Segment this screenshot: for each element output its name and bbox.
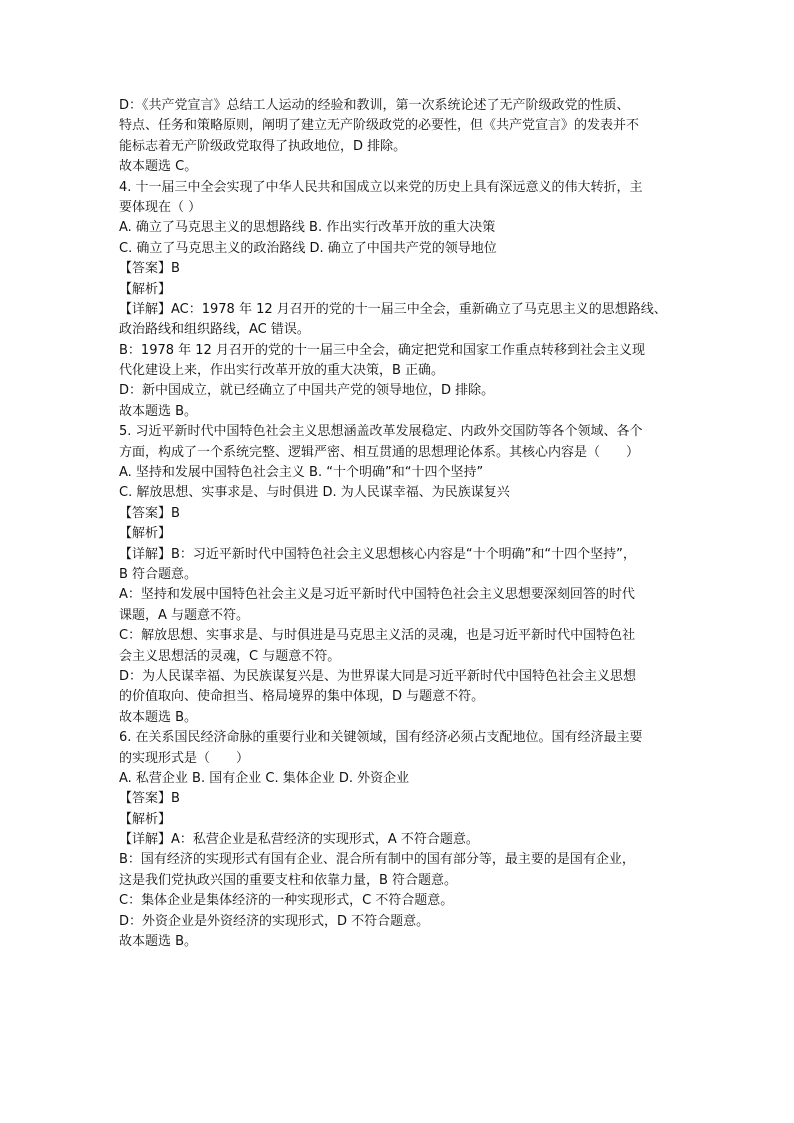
text-line: 课题，A 与题意不符。	[119, 607, 250, 623]
text-line: D：新中国成立，就已经确立了中国共产党的领导地位，D 排除。	[119, 383, 495, 399]
question-4-options: A. 确立了马克思主义的思想路线 B. 作出实行改革开放的重大决策	[119, 220, 496, 236]
text-line: 【详解】A：私营企业是私营经济的实现形式，A 不符合题意。	[119, 832, 479, 848]
text-line: 【详解】AC：1978 年 12 月召开的党的十一届三中全会，重新确立了马克思主义的思想路线、	[119, 301, 667, 317]
text-line: C：解放思想、实事求是、与时俱进是马克思主义活的灵魂，也是习近平新时代中国特色社	[119, 628, 636, 644]
question-4-stem: 4. 十一届三中全会实现了中华人民共和国成立以来党的历史上具有深远意义的伟大转折，主	[119, 179, 643, 195]
answer-label: 【答案】B	[119, 791, 180, 807]
analysis-label: 【解析】	[119, 811, 172, 827]
analysis-label: 【解析】	[119, 526, 172, 542]
text-line: C：集体企业是集体经济的一种实现形式，C 不符合题意。	[119, 893, 454, 909]
text-line: B：1978 年 12 月召开的党的十一届三中全会，确定把党和国家工作重点转移到社会主义现	[119, 342, 645, 358]
question-4-stem: 要体现在（ ）	[119, 199, 202, 215]
text-line: 能标志着无产阶级政党取得了执政地位，D 排除。	[119, 138, 407, 154]
question-5-options: A. 坚持和发展中国特色社会主义 B. “十个明确”和“十四个坚持”	[119, 465, 484, 481]
text-line: B：国有经济的实现形式有国有企业、混合所有制中的国有部分等，最主要的是国有企业，	[119, 852, 635, 868]
question-5-stem: 5. 习近平新时代中国特色社会主义思想涵盖改革发展稳定、内政外交国防等各个领域、各个	[119, 424, 643, 440]
text-line: D：外资企业是外资经济的实现形式，D 不符合题意。	[119, 913, 430, 929]
question-6-stem: 的实现形式是（ ）	[119, 750, 250, 766]
question-5-options: C. 解放思想、实事求是、与时俱进 D. 为人民谋幸福、为民族谋复兴	[119, 485, 510, 501]
question-6-options: A. 私营企业 B. 国有企业 C. 集体企业 D. 外资企业	[119, 770, 410, 786]
text-line: D：《共产党宣言》总结工人运动的经验和教训，第一次系统论述了无产阶级政党的性质、	[119, 98, 630, 113]
question-6-stem: 6. 在关系国民经济命脉的重要行业和关键领域，国有经济必须占支配地位。国有经济最主要	[119, 730, 643, 746]
text-line: 特点、任务和策略原则，阐明了建立无产阶级政党的必要性，但《共产党宣言》的发表并不	[119, 118, 640, 134]
text-line: 代化建设上来，作出实行改革开放的重大决策，B 正确。	[119, 363, 445, 379]
text-line: 【详解】B：习近平新时代中国特色社会主义思想核心内容是“十个明确”和“十四个坚持”，	[119, 546, 636, 562]
text-line: 故本题选 B。	[119, 934, 198, 950]
text-line: 会主义思想活的灵魂，C 与题意不符。	[119, 648, 341, 664]
text-line: A：坚持和发展中国特色社会主义是习近平新时代中国特色社会主义思想要深刻回答的时代	[119, 587, 635, 603]
text-line: 这是我们党执政兴国的重要支柱和依靠力量，B 符合题意。	[119, 872, 458, 888]
text-line: 故本题选 B。	[119, 403, 198, 419]
text-line: D：为人民谋幸福、为民族谋复兴是、为世界谋大同是习近平新时代中国特色社会主义思想	[119, 668, 637, 684]
document-body	[119, 96, 689, 952]
question-4-options: C. 确立了马克思主义的政治路线 D. 确立了中国共产党的领导地位	[119, 240, 497, 256]
analysis-label: 【解析】	[119, 281, 172, 297]
answer-label: 【答案】B	[119, 261, 180, 277]
text-line: 的价值取向、使命担当、格局境界的集中体现，D 与题意不符。	[119, 689, 485, 705]
answer-label: 【答案】B	[119, 505, 180, 521]
text-line: 故本题选 B。	[119, 709, 198, 725]
text-line: B 符合题意。	[119, 566, 198, 582]
text-line: 政治路线和组织路线，AC 错误。	[119, 322, 310, 338]
question-5-stem: 方面，构成了一个系统完整、逻辑严密、相互贯通的思想理论体系。其核心内容是（ ）	[119, 444, 640, 460]
text-line: 故本题选 C。	[119, 159, 198, 175]
